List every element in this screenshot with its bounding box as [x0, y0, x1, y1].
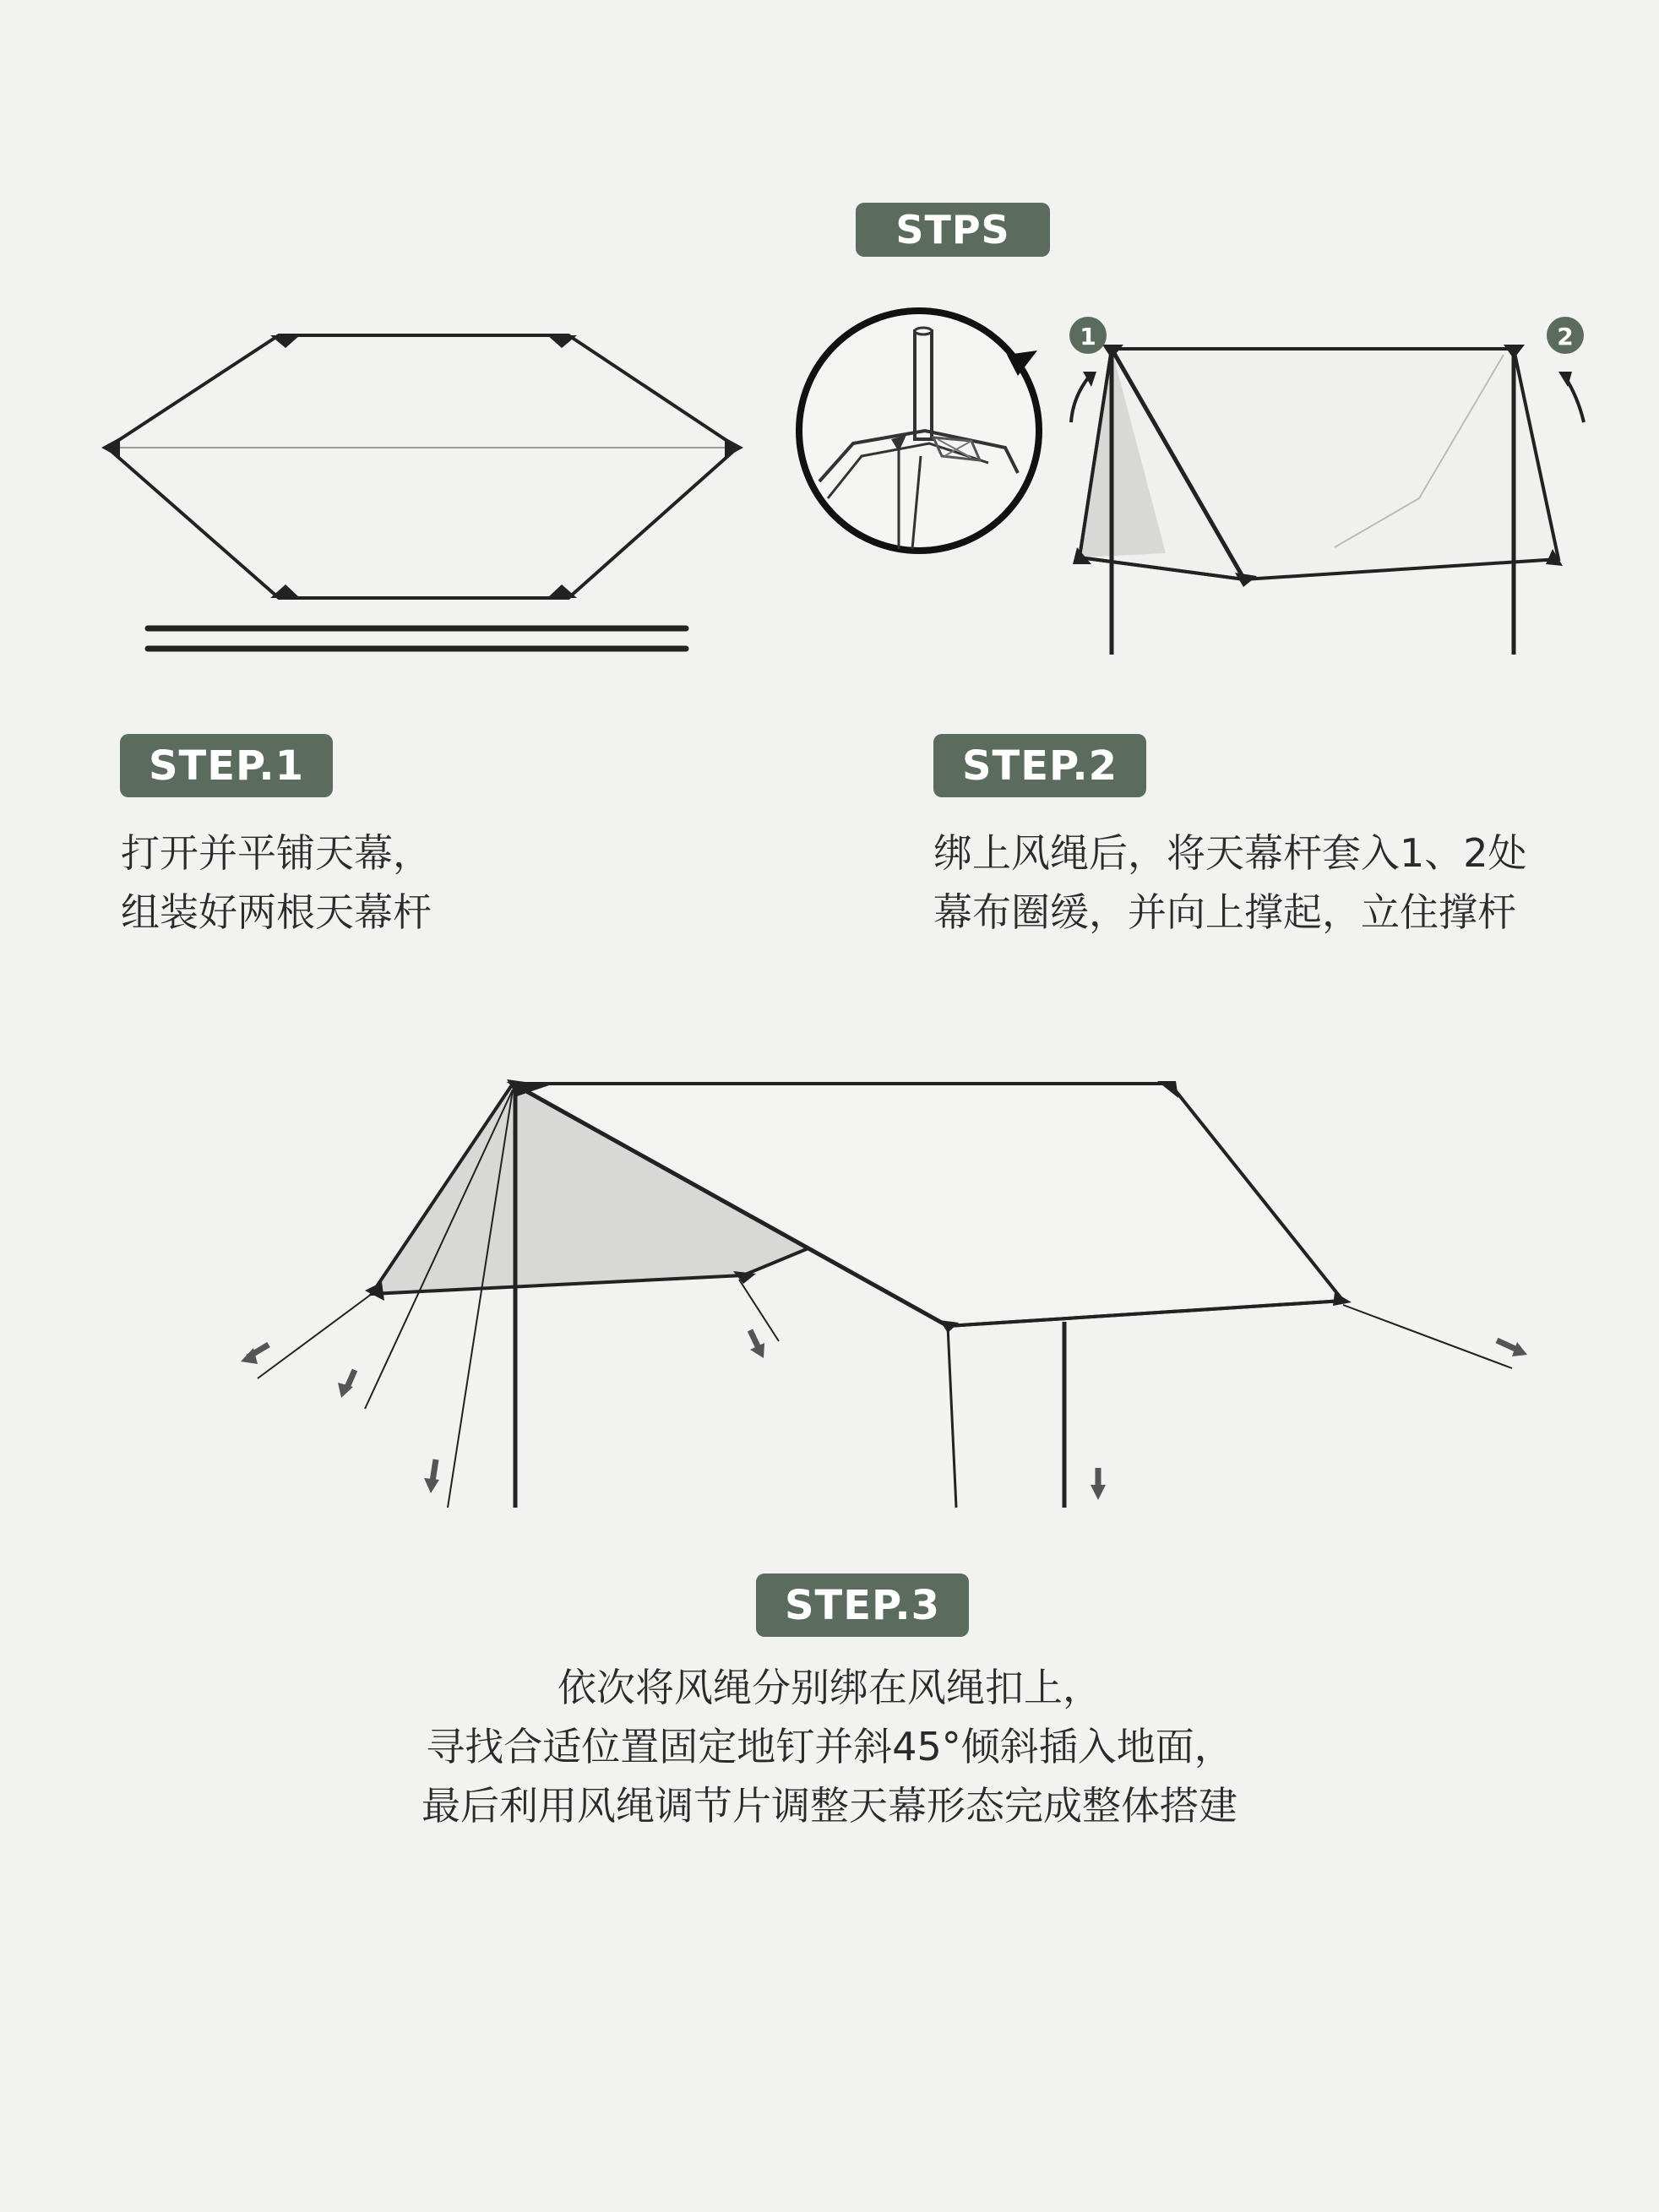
step3-caption-line-2: 寻找合适位置固定地钉并斜45°倾斜插入地面， — [426, 1724, 1233, 1769]
step1-caption-line-1: 打开并平铺天幕， — [121, 830, 432, 876]
step3-caption — [323, 1658, 1336, 1835]
step1-badge: STEP.1 — [120, 734, 333, 797]
header-badge: STPS — [856, 203, 1050, 257]
step3-rope-5 — [1343, 1305, 1512, 1368]
step3-badge: STEP.3 — [756, 1573, 969, 1637]
step2-caption-line-2: 幕布圈缓，并向上撑起，立住撑杆 — [933, 889, 1516, 935]
step3-arrow-1 — [241, 1345, 269, 1364]
step3-arrow-4 — [750, 1330, 764, 1358]
step3-rope-1 — [258, 1294, 372, 1378]
step3-arrow-3 — [424, 1459, 439, 1493]
step3-arrow-5 — [1091, 1468, 1106, 1500]
step2-marker-1: 1 — [1080, 323, 1096, 351]
step2-caption-line-1: 绑上风绳后，将天幕杆套入1、2处 — [933, 830, 1527, 876]
step2-badge: STEP.2 — [933, 734, 1146, 797]
step3-arrow-2 — [338, 1370, 355, 1398]
step3-caption-line-1: 依次将风绳分别绑在风绳扣上， — [558, 1665, 1101, 1710]
step3-pole-mid — [948, 1326, 956, 1508]
step2-marker-2: 2 — [1557, 323, 1574, 351]
step3-rope-4 — [739, 1280, 779, 1341]
step1-caption-line-2: 组装好两根天幕杆 — [121, 889, 432, 935]
step3-arrow-6 — [1497, 1340, 1527, 1356]
step3-caption-line-3: 最后利用风绳调节片调整天幕形态完成整体搭建 — [422, 1783, 1237, 1829]
